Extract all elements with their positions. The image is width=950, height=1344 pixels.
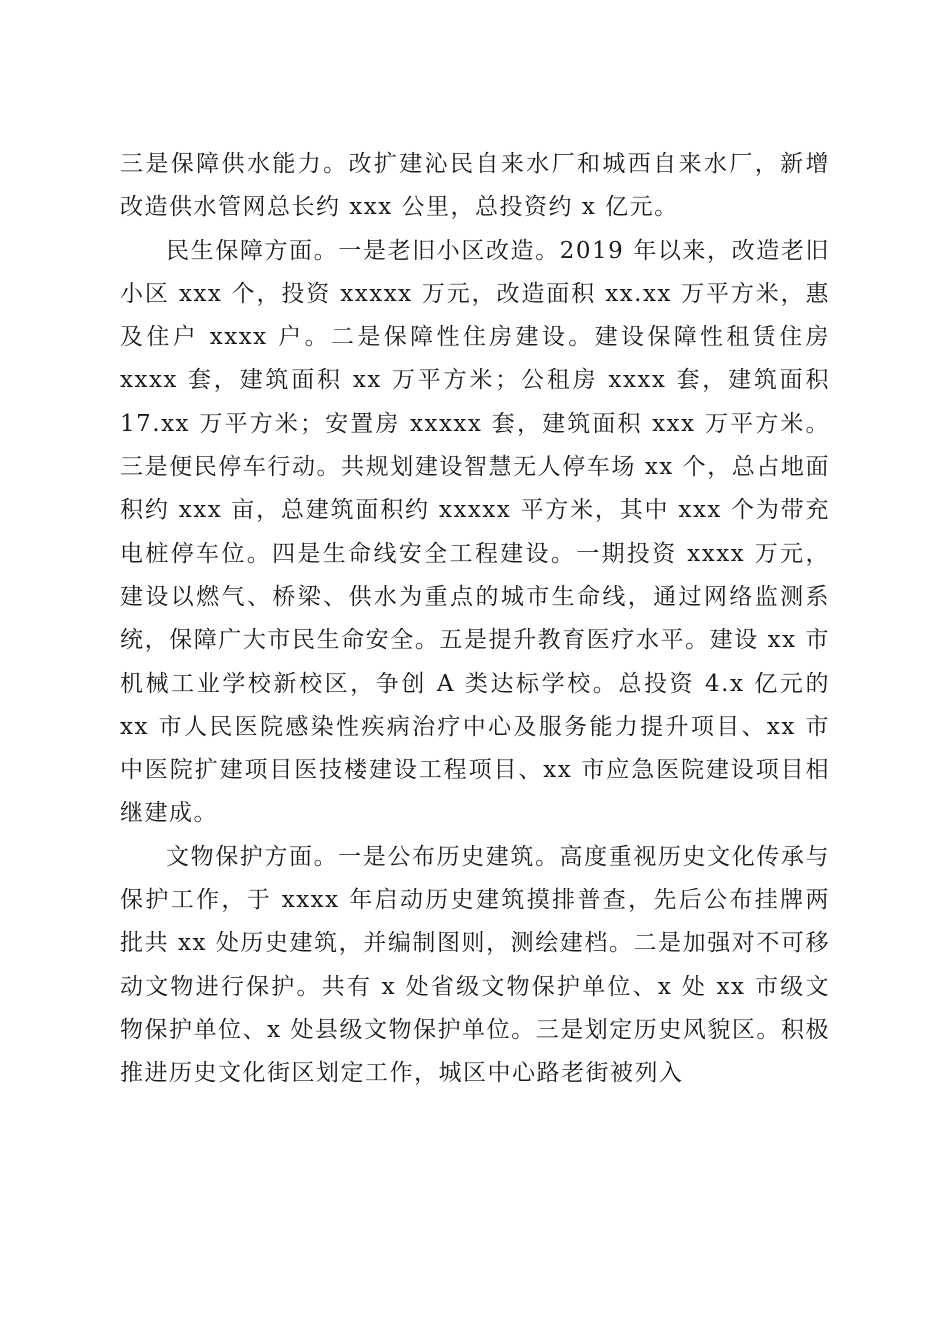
paragraph-livelihood: 民生保障方面。一是老旧小区改造。2019 年以来，改造老旧小区 xxx 个，投资 xxxxx 万元，改造面积 xx.xx 万平方米，惠及住户 xxxx 户。二是保障性住房建设。建设保障性租赁住房 xxxx 套，建筑面积 xx 万平方米；公租房 xxxx 套，建筑面积 17.xx 万平方米；安置房 xxxxx 套，建筑面积 xxx 万平方米。三是便民停车行动。共规划建设智慧无人停车场 xx 个，总占地面积约 xxx 亩，总建筑面积约 xxxxx 平方米，其中 xxx 个为带充电桩停车位。四是生命线安全工程建设。一期投资 xxxx 万元，建设以燃气、桥梁、供水为重点的城市生命线，通过网络监测系统，保障广大市民生命安全。五是提升教育医疗水平。建设 xx 市机械工业学校新校区，争创 A 类达标学校。总投资 4.x 亿元的 xx 市人民医院感染性疾病治疗中心及服务能力提升项目、xx 市中医院扩建项目医技楼建设工程项目、xx 市应急医院建设项目相继建成。: [120, 237, 830, 827]
paragraph-heritage: 文物保护方面。一是公布历史建筑。高度重视历史文化传承与保护工作，于 xxxx 年启动历史建筑摸排普查，先后公布挂牌两批共 xx 处历史建筑，并编制图则，测绘建档。二是加强对不可移动文物进行保护。共有 x 处省级文物保护单位、x 处 xx 市级文物保护单位、x 处县级文物保护单位。三是划定历史风貌区。积极推进历史文化街区划定工作，城区中心路老街被列入: [120, 843, 830, 1087]
paragraph-water-supply: 三是保障供水能力。改扩建沁民自来水厂和城西自来水厂，新增改造供水管网总长约 xxx 公里，总投资约 x 亿元。: [120, 151, 830, 221]
body-text: [120, 143, 830, 1096]
